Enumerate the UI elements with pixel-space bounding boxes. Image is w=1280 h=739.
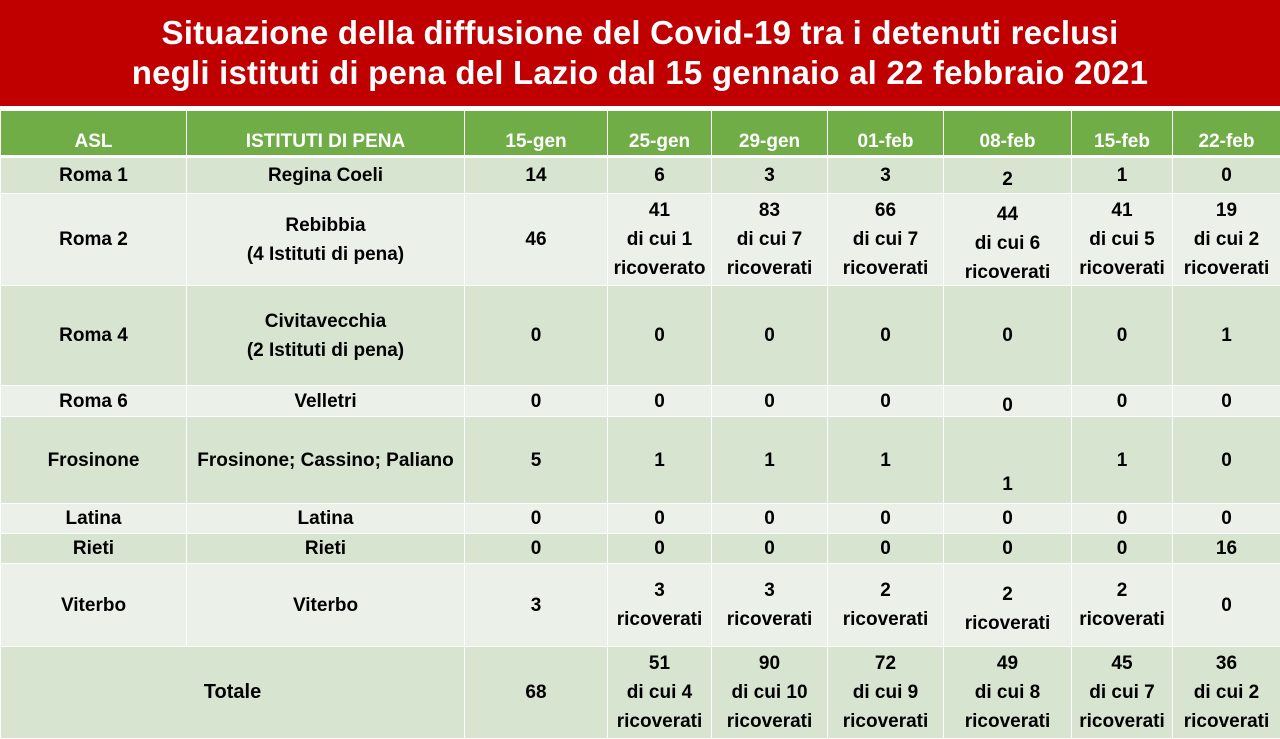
value-cell: 3 — [465, 564, 608, 647]
value-cell — [944, 157, 1072, 194]
value-cell: 0 — [465, 386, 608, 417]
value-note: ricoverati — [828, 707, 943, 736]
table-row — [1, 386, 1280, 417]
value-number: 51 — [608, 649, 711, 678]
value-cell: 0 — [712, 386, 828, 417]
value-cell: 3 — [828, 157, 944, 194]
value-note: di cui 2 — [1173, 678, 1280, 707]
value-cell: 6 — [608, 157, 712, 194]
value-number: 2 — [1072, 576, 1172, 605]
value-note: di cui 5 — [1072, 225, 1172, 254]
value-note: di cui 10 — [712, 678, 827, 707]
value-number: 19 — [1173, 196, 1280, 225]
value-note: di cui 7 — [1072, 678, 1172, 707]
value-cell: 14 — [465, 157, 608, 194]
value-cell: 0 — [465, 504, 608, 534]
header-25-gen: 25-gen — [608, 111, 712, 157]
istituto-cell: Frosinone; Cassino; Paliano — [187, 417, 465, 504]
value-cell: 1 — [712, 417, 828, 504]
value-cell: 1 — [1173, 286, 1280, 386]
value-number: 72 — [828, 649, 943, 678]
value-cell — [944, 564, 1072, 647]
table-row — [1, 157, 1280, 194]
value-cell — [1072, 564, 1173, 647]
value-note: ricoverati — [944, 258, 1071, 286]
value-cell — [944, 386, 1072, 417]
header-istituti: ISTITUTI DI PENA — [187, 111, 465, 157]
value-cell — [944, 647, 1072, 739]
value-note: ricoverati — [1173, 254, 1280, 283]
value-cell: 0 — [465, 534, 608, 564]
value-number: 2 — [828, 576, 943, 605]
asl-cell: Roma 6 — [1, 386, 187, 417]
value-cell: 1 — [1072, 417, 1173, 504]
value-cell — [828, 647, 944, 739]
value-cell — [1072, 647, 1173, 739]
value-cell: 0 — [944, 504, 1072, 534]
title-bar — [0, 0, 1280, 108]
value-note: ricoverato — [608, 254, 711, 283]
asl-cell: Roma 2 — [1, 194, 187, 286]
asl-cell: Frosinone — [1, 417, 187, 504]
table-row — [1, 564, 1280, 647]
value-note: ricoverati — [1072, 707, 1172, 736]
value-cell — [712, 194, 828, 286]
istituto-name: Civitavecchia — [187, 307, 464, 336]
value-number: 45 — [1072, 649, 1172, 678]
value-cell: 1 — [1072, 157, 1173, 194]
value-cell: 0 — [608, 386, 712, 417]
value-note: ricoverati — [944, 707, 1071, 736]
value-number: 3 — [712, 576, 827, 605]
asl-cell: Roma 4 — [1, 286, 187, 386]
value-cell: 0 — [608, 534, 712, 564]
value-number: 66 — [828, 196, 943, 225]
value-note: ricoverati — [1072, 254, 1172, 283]
value-cell — [608, 647, 712, 739]
value-cell: 0 — [1173, 386, 1280, 417]
value-number: 90 — [712, 649, 827, 678]
value-cell — [608, 564, 712, 647]
value-cell — [1173, 194, 1280, 286]
value-number: 41 — [608, 196, 711, 225]
value-cell: 0 — [712, 504, 828, 534]
value-cell: 0 — [1072, 286, 1173, 386]
value-number: 41 — [1072, 196, 1172, 225]
value-cell: 16 — [1173, 534, 1280, 564]
value-cell: 0 — [828, 286, 944, 386]
totale-label: Totale — [1, 647, 465, 739]
value-cell: 3 — [712, 157, 828, 194]
value-note: ricoverati — [712, 254, 827, 283]
value-cell: 0 — [712, 286, 828, 386]
value-cell: 1 — [944, 417, 1072, 504]
value-number: 36 — [1173, 649, 1280, 678]
value-cell: 68 — [465, 647, 608, 739]
value-cell: 0 — [608, 286, 712, 386]
table-row — [1, 286, 1280, 386]
value-number: 49 — [944, 649, 1071, 678]
value-number: 44 — [944, 200, 1071, 229]
value-note: di cui 7 — [712, 225, 827, 254]
istituto-cell — [187, 194, 465, 286]
covid-table — [0, 110, 1280, 739]
value-note: di cui 4 — [608, 678, 711, 707]
value-note: ricoverati — [1173, 707, 1280, 736]
value-text: 0 — [1002, 395, 1013, 416]
value-text: 2 — [1002, 169, 1013, 190]
value-cell — [608, 194, 712, 286]
value-note: di cui 6 — [944, 229, 1071, 258]
header-01-feb: 01-feb — [828, 111, 944, 157]
value-cell — [712, 564, 828, 647]
asl-cell: Viterbo — [1, 564, 187, 647]
header-15-gen: 15-gen — [465, 111, 608, 157]
istituto-cell — [187, 286, 465, 386]
value-note: di cui 9 — [828, 678, 943, 707]
value-note: ricoverati — [1072, 605, 1172, 634]
value-number: 83 — [712, 196, 827, 225]
value-note: ricoverati — [712, 605, 827, 634]
value-cell: 0 — [465, 286, 608, 386]
value-note: ricoverati — [828, 254, 943, 283]
header-22-feb: 22-feb — [1173, 111, 1280, 157]
value-cell: 0 — [1072, 386, 1173, 417]
value-cell: 0 — [1173, 417, 1280, 504]
header-asl: ASL — [1, 111, 187, 157]
asl-cell: Roma 1 — [1, 157, 187, 194]
title-line-2: negli istituti di pena del Lazio dal 15 gennaio al 22 febbraio 2021 — [132, 53, 1148, 93]
value-cell — [828, 564, 944, 647]
header-15-feb: 15-feb — [1072, 111, 1173, 157]
totale-row — [1, 647, 1280, 739]
value-note: di cui 7 — [828, 225, 943, 254]
value-cell: 1 — [608, 417, 712, 504]
istituto-cell: Velletri — [187, 386, 465, 417]
value-cell: 0 — [828, 504, 944, 534]
value-cell: 0 — [828, 386, 944, 417]
title-line-1: Situazione della diffusione del Covid-19 tra i detenuti reclusi — [162, 13, 1119, 53]
header-row — [1, 111, 1280, 157]
value-cell — [944, 194, 1072, 286]
value-note: di cui 2 — [1173, 225, 1280, 254]
value-cell: 1 — [828, 417, 944, 504]
value-cell: 0 — [1072, 534, 1173, 564]
value-cell: 0 — [712, 534, 828, 564]
asl-cell: Rieti — [1, 534, 187, 564]
value-number: 3 — [608, 576, 711, 605]
istituto-cell: Rieti — [187, 534, 465, 564]
istituto-sub: (2 Istituti di pena) — [187, 336, 464, 365]
istituto-cell: Regina Coeli — [187, 157, 465, 194]
value-cell — [828, 194, 944, 286]
value-cell: 0 — [944, 534, 1072, 564]
value-note: ricoverati — [944, 609, 1071, 638]
value-cell: 0 — [828, 534, 944, 564]
table-row — [1, 504, 1280, 534]
istituto-name: Rebibbia — [187, 211, 464, 240]
value-cell — [712, 647, 828, 739]
value-cell: 0 — [1173, 157, 1280, 194]
value-cell: 46 — [465, 194, 608, 286]
value-cell: 0 — [1173, 564, 1280, 647]
value-cell — [1072, 194, 1173, 286]
value-note: di cui 8 — [944, 678, 1071, 707]
value-note: ricoverati — [712, 707, 827, 736]
istituto-cell: Latina — [187, 504, 465, 534]
value-cell: 0 — [944, 286, 1072, 386]
value-note: di cui 1 — [608, 225, 711, 254]
istituto-cell: Viterbo — [187, 564, 465, 647]
value-cell — [1173, 647, 1280, 739]
table-row — [1, 417, 1280, 504]
value-note: ricoverati — [608, 707, 711, 736]
table-row — [1, 534, 1280, 564]
asl-cell: Latina — [1, 504, 187, 534]
table-row — [1, 194, 1280, 286]
istituto-sub: (4 Istituti di pena) — [187, 240, 464, 269]
value-note: ricoverati — [608, 605, 711, 634]
value-cell: 0 — [1173, 504, 1280, 534]
value-number: 2 — [944, 580, 1071, 609]
value-cell: 0 — [608, 504, 712, 534]
value-note: ricoverati — [828, 605, 943, 634]
header-08-feb: 08-feb — [944, 111, 1072, 157]
value-cell: 5 — [465, 417, 608, 504]
header-29-gen: 29-gen — [712, 111, 828, 157]
value-cell: 0 — [1072, 504, 1173, 534]
